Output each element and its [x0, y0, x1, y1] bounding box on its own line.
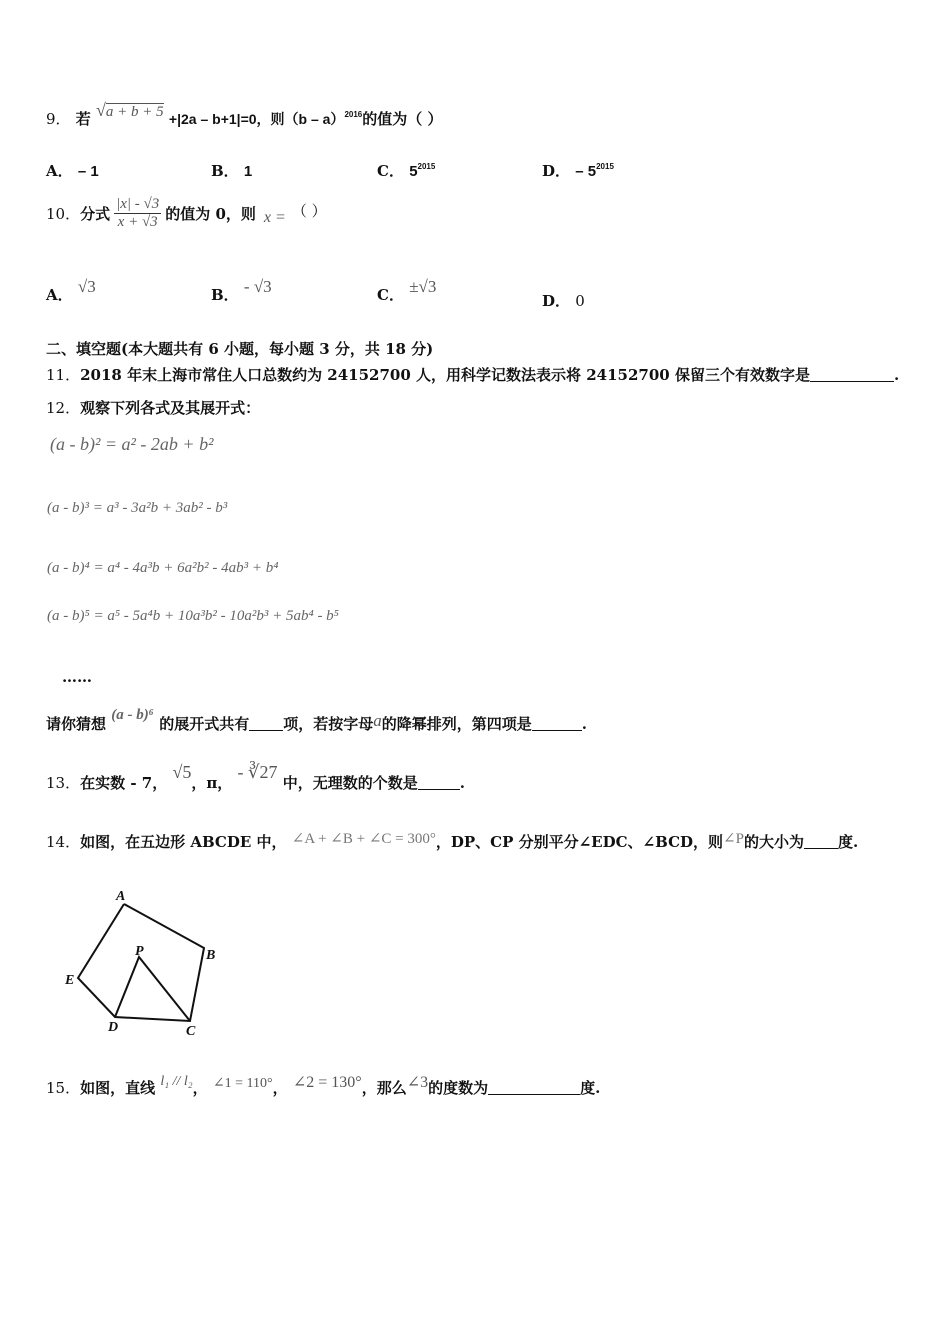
expansion-cube: (a - b)³ = a³ - 3a²b + 3ab² - b³ — [47, 500, 228, 516]
question-number: 14． — [46, 833, 81, 851]
expansion-fifth: (a - b)⁵ = a⁵ - 5a⁴b + 10a³b² - 10a²b³ + 5ab⁴ - b⁵ — [47, 608, 339, 624]
variable-x: x = — [263, 208, 286, 226]
question-12 — [46, 397, 260, 418]
question-lead: 若 — [75, 110, 91, 128]
question-number: 15． — [46, 1079, 81, 1097]
cube-root-27: - ∛27 — [237, 762, 278, 782]
angle-1: ∠1 = 110° — [212, 1076, 273, 1091]
answer-blank[interactable] — [810, 367, 894, 382]
question-13: 13．在实数 - 7， √5，π， - ∛27 中，无理数的个数是 . — [46, 762, 465, 792]
section-heading: 二、填空题(本大题共有 6 小题，每小题 3 分，共 18 分) — [46, 340, 434, 358]
question-15: 15．如图，直线 l₁ // l₂， ∠1 = 110°， ∠2 = 130°，那么∠3的度数为 度. — [46, 1074, 601, 1097]
question-number: 13． — [46, 774, 81, 792]
answer-blank-terms[interactable] — [249, 716, 283, 731]
vertex-c: C — [186, 1024, 196, 1039]
variable-a: a — [373, 711, 382, 730]
q9-option-b[interactable]: B． 1 — [211, 162, 253, 180]
pentagon-lines — [78, 904, 204, 1021]
answer-blank[interactable] — [488, 1080, 580, 1095]
q10-option-b[interactable]: B． - √3 — [211, 277, 272, 304]
q10-option-c[interactable]: C． ±√3 — [377, 277, 437, 304]
question-11: 11．2018 年末上海市常住人口总数约为 24152700 人，用科学记数法表示将 24152700 保留三个有效数字是 . — [46, 366, 900, 384]
question-14: 14．如图，在五边形 ABCDE 中， ∠A + ∠B + ∠C = 300°，DP、CP 分别平分∠EDC、∠BCD，则∠P的大小为 度. — [46, 831, 859, 851]
answer-blank-fourth-term[interactable] — [532, 716, 582, 731]
q9-option-a[interactable]: A． – 1 — [46, 162, 99, 180]
expression-sixth: (a - b)⁶ — [111, 707, 154, 723]
question-tail: 的值为（ ） — [362, 110, 443, 128]
point-p: P — [135, 944, 144, 959]
vertex-b: B — [206, 948, 216, 963]
pentagon-figure — [60, 885, 230, 1045]
question-stem: +|2a – b+1|=0，则（b – a） — [168, 111, 345, 127]
ellipsis: …… — [62, 668, 92, 686]
vertex-d: D — [108, 1020, 119, 1035]
exponent: 2016 — [344, 110, 363, 119]
question-number: 9． — [46, 110, 71, 128]
angle-2: ∠2 = 130° — [292, 1074, 362, 1091]
question-9 — [46, 100, 443, 129]
expansion-fourth: (a - b)⁴ = a⁴ - 4a³b + 6a²b² - 4ab³ + b⁴ — [47, 560, 279, 576]
angle-sum-condition: ∠A + ∠B + ∠C = 300° — [291, 831, 436, 847]
answer-paren: （ ） — [291, 202, 327, 220]
angle-3: ∠3 — [406, 1074, 429, 1091]
question-stem: 的值为 0，则 — [165, 205, 256, 223]
q9-option-d[interactable]: D． – $5^{2015}$ — [542, 162, 614, 180]
q10-option-d[interactable]: D． 0 — [542, 292, 585, 310]
question-12-ask: 请你猜想 (a - b)⁶ 的展开式共有 项，若按字母a的降幂排列，第四项是 . — [46, 707, 587, 733]
question-lead: 分式 — [80, 205, 111, 223]
question-stem: 观察下列各式及其展开式： — [80, 399, 261, 417]
vertex-a: A — [116, 889, 126, 904]
sqrt-5: √5 — [172, 762, 192, 782]
q10-option-a[interactable]: A． √3 — [46, 277, 96, 304]
question-number: 10． — [46, 205, 81, 223]
question-number: 12． — [46, 399, 81, 417]
answer-blank[interactable] — [804, 834, 838, 849]
question-number: 11． — [46, 366, 81, 384]
question-stem: 2018 年末上海市常住人口总数约为 24152700 人，用科学记数法表示将 24152700 保留三个有效数字是 — [80, 366, 810, 384]
fraction: $\frac{|x| - √3}{x + √3}$ — [116, 196, 160, 230]
sqrt-expression: √a + b + 5 — [96, 100, 164, 120]
question-10 — [46, 196, 327, 231]
answer-blank[interactable] — [418, 775, 460, 790]
q9-option-c[interactable]: C． $5^{2015}$ — [377, 162, 436, 180]
expansion-square: (a - b)² = a² - 2ab + b² — [50, 434, 214, 454]
vertex-e: E — [65, 973, 75, 988]
parallel-lines: l₁ // l₂ — [160, 1074, 193, 1089]
